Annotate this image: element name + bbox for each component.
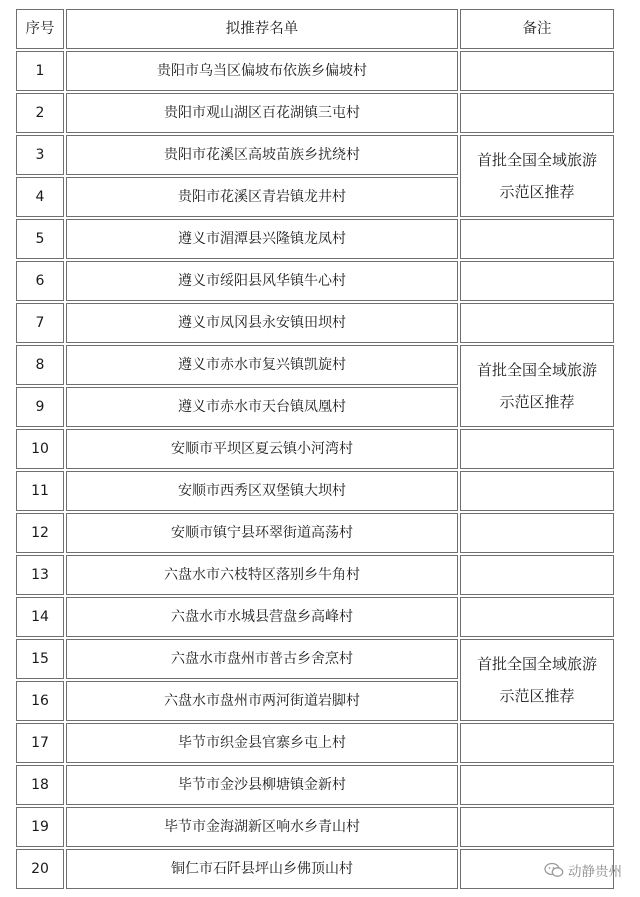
row-number: 6 bbox=[16, 261, 64, 301]
row-note bbox=[460, 303, 614, 343]
row-name: 铜仁市石阡县坪山乡佛顶山村 bbox=[66, 849, 458, 889]
row-name: 贵阳市花溪区青岩镇龙井村 bbox=[66, 177, 458, 217]
row-note bbox=[460, 51, 614, 91]
row-note bbox=[460, 219, 614, 259]
table-row bbox=[16, 723, 614, 763]
row-number: 17 bbox=[16, 723, 64, 763]
row-number: 10 bbox=[16, 429, 64, 469]
row-name: 贵阳市乌当区偏坡布依族乡偏坡村 bbox=[66, 51, 458, 91]
table-row bbox=[16, 51, 614, 91]
watermark-text: 动静贵州 bbox=[568, 864, 622, 880]
header-note: 备注 bbox=[460, 9, 614, 49]
row-name: 贵阳市花溪区高坡苗族乡扰绕村 bbox=[66, 135, 458, 175]
note-line-1: 首批全国全域旅游 bbox=[476, 361, 597, 379]
row-number: 18 bbox=[16, 765, 64, 805]
row-note bbox=[460, 429, 614, 469]
row-number: 5 bbox=[16, 219, 64, 259]
table-row bbox=[16, 261, 614, 301]
row-note-merged bbox=[460, 345, 614, 427]
wechat-account-icon bbox=[544, 862, 564, 878]
row-number: 12 bbox=[16, 513, 64, 553]
row-number: 1 bbox=[16, 51, 64, 91]
watermark bbox=[544, 860, 622, 880]
row-note bbox=[460, 597, 614, 637]
recommendation-list-sheet bbox=[14, 7, 616, 891]
table-row bbox=[16, 219, 614, 259]
header-number: 序号 bbox=[16, 9, 64, 49]
row-number: 8 bbox=[16, 345, 64, 385]
table-row bbox=[16, 345, 614, 385]
table-row bbox=[16, 429, 614, 469]
row-note-merged bbox=[460, 639, 614, 721]
table-header-row bbox=[16, 9, 614, 49]
table-row bbox=[16, 303, 614, 343]
row-note bbox=[460, 723, 614, 763]
row-name: 遵义市赤水市天台镇凤凰村 bbox=[66, 387, 458, 427]
row-number: 13 bbox=[16, 555, 64, 595]
table-row bbox=[16, 555, 614, 595]
note-line-2: 示范区推荐 bbox=[499, 183, 575, 201]
row-number: 16 bbox=[16, 681, 64, 721]
row-number: 7 bbox=[16, 303, 64, 343]
row-number: 9 bbox=[16, 387, 64, 427]
table-row bbox=[16, 135, 614, 175]
row-note bbox=[460, 807, 614, 847]
row-name: 六盘水市水城县营盘乡高峰村 bbox=[66, 597, 458, 637]
row-name: 遵义市赤水市复兴镇凯旋村 bbox=[66, 345, 458, 385]
row-name: 六盘水市六枝特区落别乡牛角村 bbox=[66, 555, 458, 595]
row-number: 11 bbox=[16, 471, 64, 511]
row-name: 遵义市绥阳县风华镇牛心村 bbox=[66, 261, 458, 301]
table-row bbox=[16, 807, 614, 847]
table-row bbox=[16, 513, 614, 553]
table-row bbox=[16, 471, 614, 511]
row-name: 遵义市凤冈县永安镇田坝村 bbox=[66, 303, 458, 343]
note-line-1: 首批全国全域旅游 bbox=[476, 151, 597, 169]
header-name: 拟推荐名单 bbox=[66, 9, 458, 49]
row-note bbox=[460, 471, 614, 511]
row-note bbox=[460, 765, 614, 805]
row-note bbox=[460, 555, 614, 595]
row-number: 15 bbox=[16, 639, 64, 679]
row-name: 安顺市西秀区双堡镇大坝村 bbox=[66, 471, 458, 511]
recommendation-table bbox=[14, 7, 616, 891]
row-number: 3 bbox=[16, 135, 64, 175]
row-number: 4 bbox=[16, 177, 64, 217]
note-line-1: 首批全国全域旅游 bbox=[476, 655, 597, 673]
row-note-merged bbox=[460, 135, 614, 217]
row-number: 14 bbox=[16, 597, 64, 637]
table-row bbox=[16, 93, 614, 133]
row-name: 安顺市平坝区夏云镇小河湾村 bbox=[66, 429, 458, 469]
note-line-2: 示范区推荐 bbox=[499, 393, 575, 411]
table-row bbox=[16, 597, 614, 637]
row-name: 毕节市金沙县柳塘镇金新村 bbox=[66, 765, 458, 805]
row-note bbox=[460, 261, 614, 301]
table-row bbox=[16, 765, 614, 805]
row-name: 毕节市织金县官寨乡屯上村 bbox=[66, 723, 458, 763]
row-name: 六盘水市盘州市两河街道岩脚村 bbox=[66, 681, 458, 721]
row-name: 遵义市湄潭县兴隆镇龙凤村 bbox=[66, 219, 458, 259]
row-number: 2 bbox=[16, 93, 64, 133]
row-name: 毕节市金海湖新区响水乡青山村 bbox=[66, 807, 458, 847]
row-note bbox=[460, 513, 614, 553]
row-name: 六盘水市盘州市普古乡舍烹村 bbox=[66, 639, 458, 679]
row-number: 19 bbox=[16, 807, 64, 847]
row-note bbox=[460, 93, 614, 133]
table-row bbox=[16, 849, 614, 889]
note-line-2: 示范区推荐 bbox=[499, 687, 575, 705]
row-number: 20 bbox=[16, 849, 64, 889]
row-name: 贵阳市观山湖区百花湖镇三屯村 bbox=[66, 93, 458, 133]
table-row bbox=[16, 639, 614, 679]
row-name: 安顺市镇宁县环翠街道高荡村 bbox=[66, 513, 458, 553]
